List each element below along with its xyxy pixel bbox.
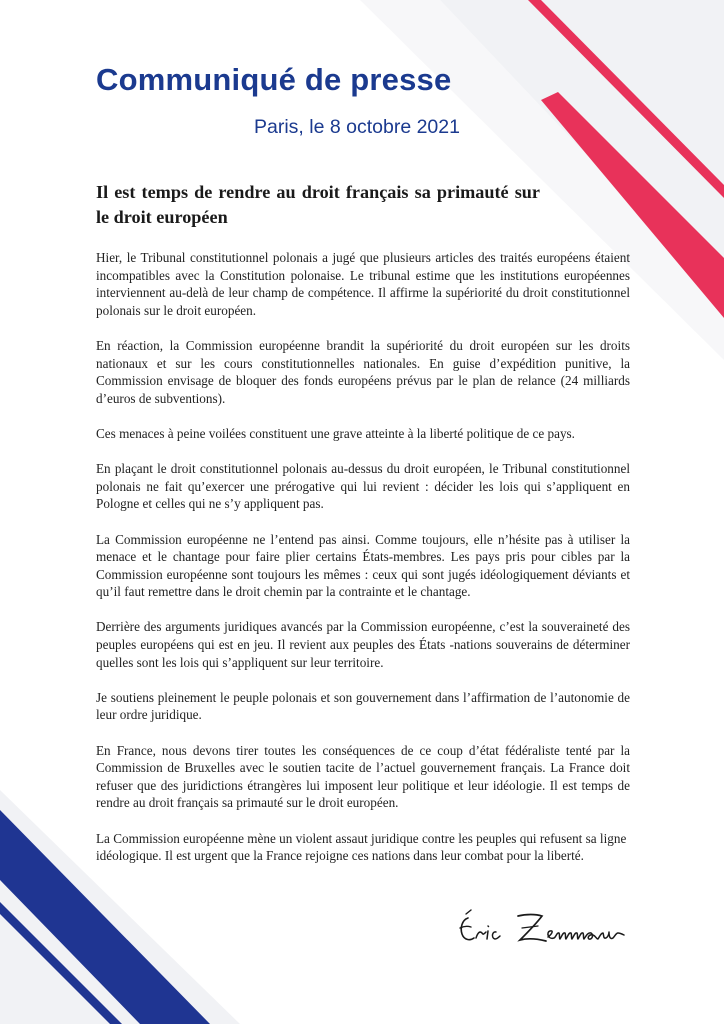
press-release-title: Communiqué de presse	[96, 62, 452, 97]
paragraph: Derrière des arguments juridiques avancés par la Commission européenne, c’est la souveraineté des peuples européens qui est en jeu. Il revient aux peuples des États -nations souverains de déterminer quelles sont les lois qui s’appliquent sur leur territoire.	[96, 619, 630, 670]
paragraph: La Commission européenne mène un violent assaut juridique contre les peuples qui refusent sa ligne idéologique. Il est urgent que la France rejoigne ces nations dans leur combat pour la liberté.	[96, 830, 627, 864]
press-release-date: Paris, le 8 octobre 2021	[254, 116, 460, 138]
paragraph: La Commission européenne ne l’entend pas ainsi. Comme toujours, elle n’hésite pas à utiliser la menace et le chantage pour faire plier certains États-membres. Les pays pris pour cibles par la Commission européenne sont toujours les mêmes : ceux qui sont jugés idéologiquement déviants et qu’il faut remettre dans le droit chemin par la contrainte et le chantage.	[96, 531, 630, 600]
paragraph: En réaction, la Commission européenne brandit la supériorité du droit européen sur les droits nationaux et sur les cours constitutionnelles nationales. En guise d’expédition punitive, la Commission envisage de bloquer des fonds européens prévus par le plan de relance (24 milliards d’euros de subventions).	[96, 337, 630, 406]
paragraph: En plaçant le droit constitutionnel polonais au-dessus du droit européen, le Tribunal constitutionnel polonais ne fait qu’exercer une prérogative qui lui revient : décider les lois qui s’appliquent en Pologne et celles qui ne s’y appliquent pas.	[96, 461, 630, 512]
headline: Il est temps de rendre au droit français sa primauté sur le droit européen	[96, 182, 540, 227]
paragraph: Hier, le Tribunal constitutionnel polonais a jugé que plusieurs articles des traités européens étaient incompatibles avec la Constitution polonaise. Le tribunal estime que les institutions européennes interviennent au-delà de leur champ de compétence. Il affirme la supériorité du droit constitutionnel polonais sur le droit européen.	[96, 250, 630, 318]
paragraph: Ces menaces à peine voilées constituent une grave atteinte à la liberté politique de ce pays.	[96, 425, 575, 441]
paragraph: Je soutiens pleinement le peuple polonais et son gouvernement dans l’affirmation de l’autonomie de leur ordre juridique.	[96, 689, 630, 723]
body-text	[96, 249, 630, 865]
paragraph: En France, nous devons tirer toutes les conséquences de ce coup d’état fédéraliste tenté par la Commission de Bruxelles avec le soutien tacite de l’actuel gouvernement français. La France doit refuser que des juridictions étrangères lui imposent leur politique et leur idéologie. Il est temps de rendre au droit français sa primauté sur le droit européen.	[96, 742, 630, 811]
handwritten-signature	[446, 904, 636, 958]
